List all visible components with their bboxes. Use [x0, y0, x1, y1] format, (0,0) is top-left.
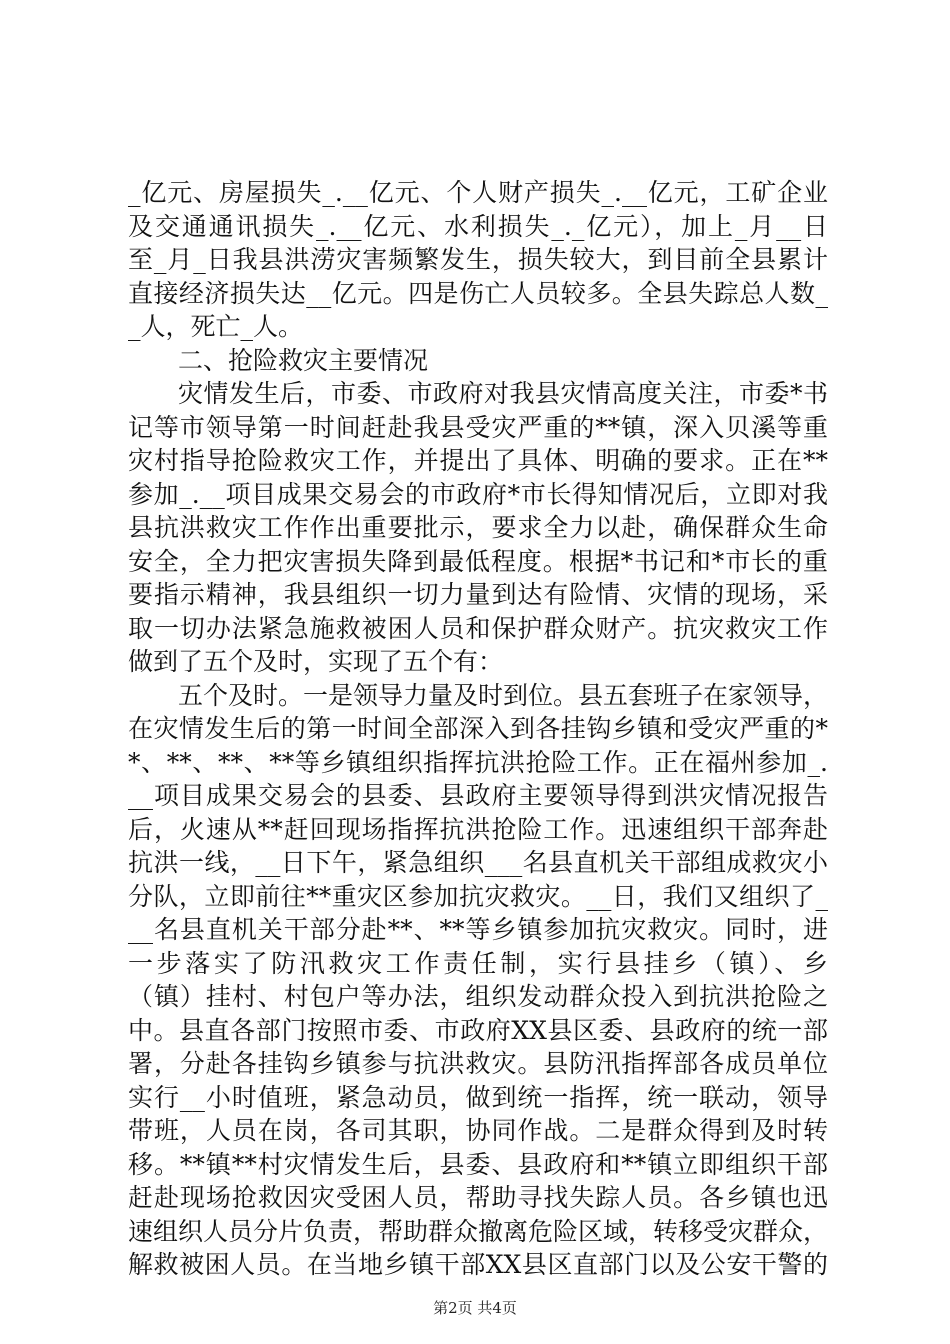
section-heading: 二、抢险救灾主要情况 — [178, 345, 429, 375]
text-line: 中。县直各部门按照市委、市政府XX县区委、县政府的统一部 — [128, 1015, 828, 1045]
text-line: 分队，立即前往**重灾区参加抗灾救灾。__日，我们又组织了_ — [128, 881, 828, 911]
text-line: _亿元、房屋损失_.__亿元、个人财产损失_.__亿元，工矿企业 — [128, 178, 828, 207]
text-line: 后，火速从**赶回现场指挥抗洪抢险工作。迅速组织干部奔赴 — [128, 814, 828, 844]
text-line: 速组织人员分片负责，帮助群众撤离危险区域，转移受灾群众， — [128, 1216, 828, 1246]
text-line: 要指示精神，我县组织一切力量到达有险情、灾情的现场，采 — [128, 580, 828, 609]
text-line: 五个及时。一是领导力量及时到位。县五套班子在家领导， — [178, 680, 828, 710]
text-line: 移。**镇**村灾情发生后，县委、县政府和**镇立即组织干部 — [128, 1149, 828, 1179]
text-line: _人，死亡_人。 — [128, 312, 304, 341]
text-line: __项目成果交易会的县委、县政府主要领导得到洪灾情况报告 — [128, 781, 828, 810]
text-line: 记等市领导第一时间赶赴我县受灾严重的**镇，深入贝溪等重 — [128, 412, 828, 442]
text-line: （镇）挂村、村包户等办法，组织发动群众投入到抗洪抢险之 — [128, 982, 828, 1011]
page-footer — [0, 1298, 950, 1318]
text-line: 灾情发生后，市委、市政府对我县灾情高度关注，市委*书 — [178, 379, 828, 408]
text-line: 及交通通讯损失_.__亿元、水利损失_._亿元），加上_月__日 — [128, 211, 828, 241]
text-line: *、**、**、**等乡镇组织指挥抗洪抢险工作。正在福州参加_. — [128, 747, 828, 777]
text-line: 实行__小时值班，紧急动员，做到统一指挥，统一联动，领导 — [128, 1082, 828, 1112]
text-line: 抗洪一线，__日下午，紧急组织___名县直机关干部组成救灾小 — [128, 848, 828, 877]
text-line: 取一切办法紧急施救被困人员和保护群众财产。抗灾救灾工作 — [128, 613, 828, 643]
text-line: 署，分赴各挂钩乡镇参与抗洪救灾。县防汛指挥部各成员单位 — [128, 1049, 828, 1078]
text-line: __名县直机关干部分赴**、**等乡镇参加抗灾救灾。同时，进 — [128, 915, 828, 944]
text-line: 在灾情发生后的第一时间全部深入到各挂钩乡镇和受灾严重的* — [128, 714, 828, 743]
body-text — [128, 176, 828, 1282]
page-number: 第2页 共4页 — [433, 1299, 517, 1317]
text-line: 安全，全力把灾害损失降到最低程度。根据*书记和*市长的重 — [128, 546, 828, 576]
text-line: 参加_.__项目成果交易会的市政府*市长得知情况后，立即对我 — [128, 479, 828, 509]
text-line: 一步落实了防汛救灾工作责任制，实行县挂乡（镇）、乡 — [128, 948, 828, 978]
text-line: 做到了五个及时，实现了五个有： — [128, 647, 504, 676]
text-line: 县抗洪救灾工作作出重要批示，要求全力以赴，确保群众生命 — [128, 513, 828, 542]
text-line: 赶赴现场抢救因灾受困人员，帮助寻找失踪人员。各乡镇也迅 — [128, 1183, 828, 1212]
text-line: 灾村指导抢险救灾工作，并提出了具体、明确的要求。正在** — [128, 446, 828, 475]
text-line: 解救被困人员。在当地乡镇干部XX县区直部门以及公安干警的 — [128, 1250, 828, 1279]
text-line: 带班，人员在岗，各司其职，协同作战。二是群众得到及时转 — [128, 1116, 828, 1145]
text-line: 直接经济损失达__亿元。四是伤亡人员较多。全县失踪总人数_ — [128, 278, 828, 308]
text-line: 至_月_日我县洪涝灾害频繁发生，损失较大，到目前全县累计 — [128, 245, 828, 274]
